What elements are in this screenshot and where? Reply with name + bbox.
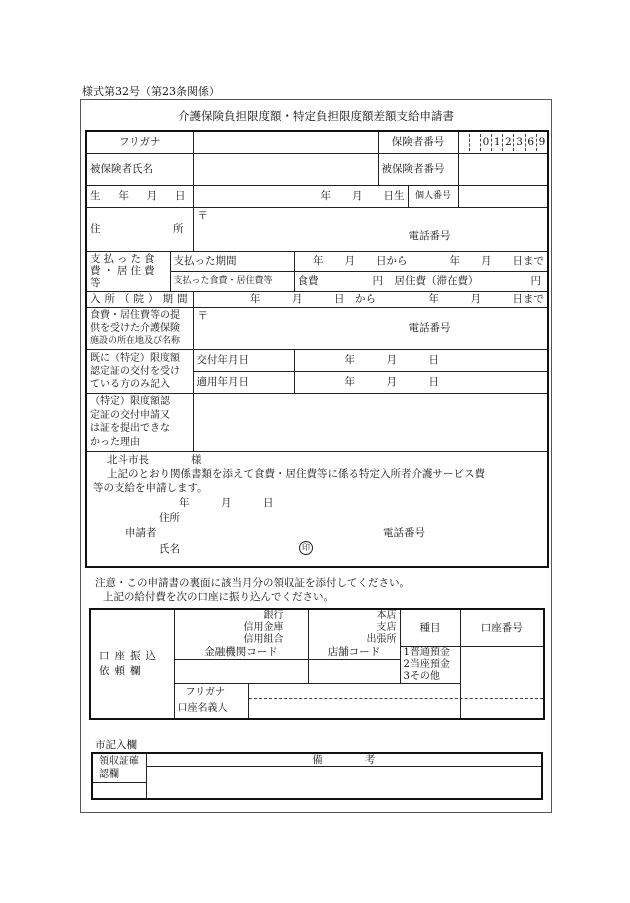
applicant-tel-label: 電話番号 [383, 526, 425, 539]
insurer-digit-cell [459, 134, 470, 151]
insurer-digit-cell [470, 134, 481, 151]
insurer-digit-cell: 2 [503, 134, 514, 151]
main-table [85, 130, 549, 568]
city-use-label: 市記入欄 [95, 739, 137, 751]
postal-mark: 〒 [197, 209, 209, 222]
issue-date-field[interactable]: 年 月 日 [294, 349, 548, 371]
paid-amount-label: 支払った食費・居住費等 [170, 271, 294, 291]
branch-types[interactable]: 本店 支店 出張所 [308, 609, 400, 646]
address-label: 住 所 [86, 207, 193, 251]
facility-postal-mark: 〒 [197, 309, 209, 322]
paid-amount-field[interactable] [294, 271, 548, 291]
declaration-date[interactable]: 年 月 日 [179, 496, 274, 509]
bank-label: 口座振込依頼欄 [90, 609, 174, 719]
stay-yen: 円 [530, 274, 542, 287]
holder-label: フリガナ 口座名義人 [174, 683, 248, 719]
remarks-label: 備 考 [146, 753, 542, 767]
insured-name-field[interactable] [193, 153, 378, 185]
food-label: 食費 [297, 274, 319, 287]
address-field[interactable] [193, 207, 548, 251]
bank-code-label: 金融機関コード [174, 646, 308, 659]
insurer-number-digits [459, 134, 548, 151]
reason-label: （特定）限度額認 定証の交付申請又 は証を提出できな かった理由 [86, 393, 193, 451]
account-type-header: 種目 [400, 609, 460, 646]
declaration-block [86, 451, 548, 567]
furigana-label: フリガナ [86, 131, 193, 153]
bank-table [89, 608, 545, 720]
insured-name-label: 被保険者氏名 [86, 153, 193, 185]
insured-number-label: 被保険者番号 [378, 153, 458, 185]
form-title: 介護保険負担限度額・特定負担限度額差額支給申請書 [178, 109, 454, 123]
birth-date-field[interactable]: 年 月 日生 [193, 185, 408, 207]
city-use-table [91, 752, 543, 800]
food-yen: 円 [372, 274, 384, 287]
stay-label: 居住費（滞在費） [394, 274, 479, 287]
insurer-number-label: 保険者番号 [378, 131, 458, 153]
issue-date-label: 交付年月日 [193, 349, 294, 371]
receipt-check-field[interactable] [92, 783, 146, 799]
remarks-field[interactable] [146, 767, 542, 799]
furigana-field[interactable] [193, 131, 378, 153]
certificate-label: 既に（特定）限度額 認定証の交付を受け ている方のみ記入 [86, 349, 193, 393]
insurer-digit-cell: 6 [526, 134, 537, 151]
paid-period-label: 支払った期間 [170, 251, 294, 271]
insurer-digit-cell: 0 [481, 134, 492, 151]
applicant-label: 申請者 [125, 526, 157, 539]
applicant-address-label: 住所 [159, 511, 180, 524]
paid-period-field[interactable]: 年 月 日から 年 月 日まで [294, 251, 548, 271]
address-tel-label: 電話番号 [408, 229, 451, 242]
seal-mark: 印 [299, 541, 313, 555]
receipt-check-label: 領収証確認欄 [92, 753, 146, 783]
insurer-number-field [458, 131, 548, 153]
insured-number-field[interactable] [458, 153, 548, 185]
note-line-2: 上記の給付費を次の口座に振り込んでください。 [103, 591, 334, 603]
declaration-text-2: 等の支給を申請します。 [93, 481, 208, 494]
institution-types[interactable]: 銀行 信用金庫 信用組合 [174, 609, 308, 646]
facility-label: 食費・居住費等の提 供を受けた介護保険 施設の所在地及び名称 [86, 307, 193, 349]
paid-label: 支払った食費・居住費等 [86, 251, 170, 291]
insurer-digit-cell: 1 [492, 134, 503, 151]
personal-number-field[interactable] [458, 185, 548, 207]
insurer-digit-cell: 3 [514, 134, 525, 151]
note-line-1: 注意・この申請書の裏面に該当月分の領収証を添付してください。 [95, 577, 410, 589]
addressee: 北斗市長 様 [107, 453, 202, 466]
personal-number-label: 個人番号 [408, 185, 458, 207]
holder-field[interactable] [248, 683, 544, 719]
birth-date-label: 生年月日 [86, 185, 193, 207]
bank-code-field[interactable] [174, 659, 308, 683]
declaration-text-1: 上記のとおり関係書類を添えて食費・居住費等に係る特定入所者介護サービス費 [107, 467, 485, 480]
branch-code-label: 店舗コード [308, 646, 400, 659]
admission-label: 入所（院）期間 [86, 291, 193, 307]
facility-tel-label: 電話番号 [408, 321, 451, 334]
applicant-name-label: 氏名 [159, 542, 180, 555]
insurer-digit-cell: 9 [538, 135, 546, 148]
reason-field[interactable] [193, 393, 548, 451]
facility-field[interactable] [193, 307, 548, 349]
account-types[interactable]: 1普通預金 2当座預金 3その他 [400, 646, 460, 683]
apply-date-field[interactable]: 年 月 日 [294, 371, 548, 393]
apply-date-label: 適用年月日 [193, 371, 294, 393]
admission-field[interactable]: 年 月 日 から 年 月 日まで [193, 291, 548, 307]
branch-code-field[interactable] [308, 659, 400, 683]
form-number: 様式第32号（第23条関係） [82, 85, 220, 98]
form-sheet [80, 99, 552, 813]
account-number-header: 口座番号 [460, 609, 544, 646]
